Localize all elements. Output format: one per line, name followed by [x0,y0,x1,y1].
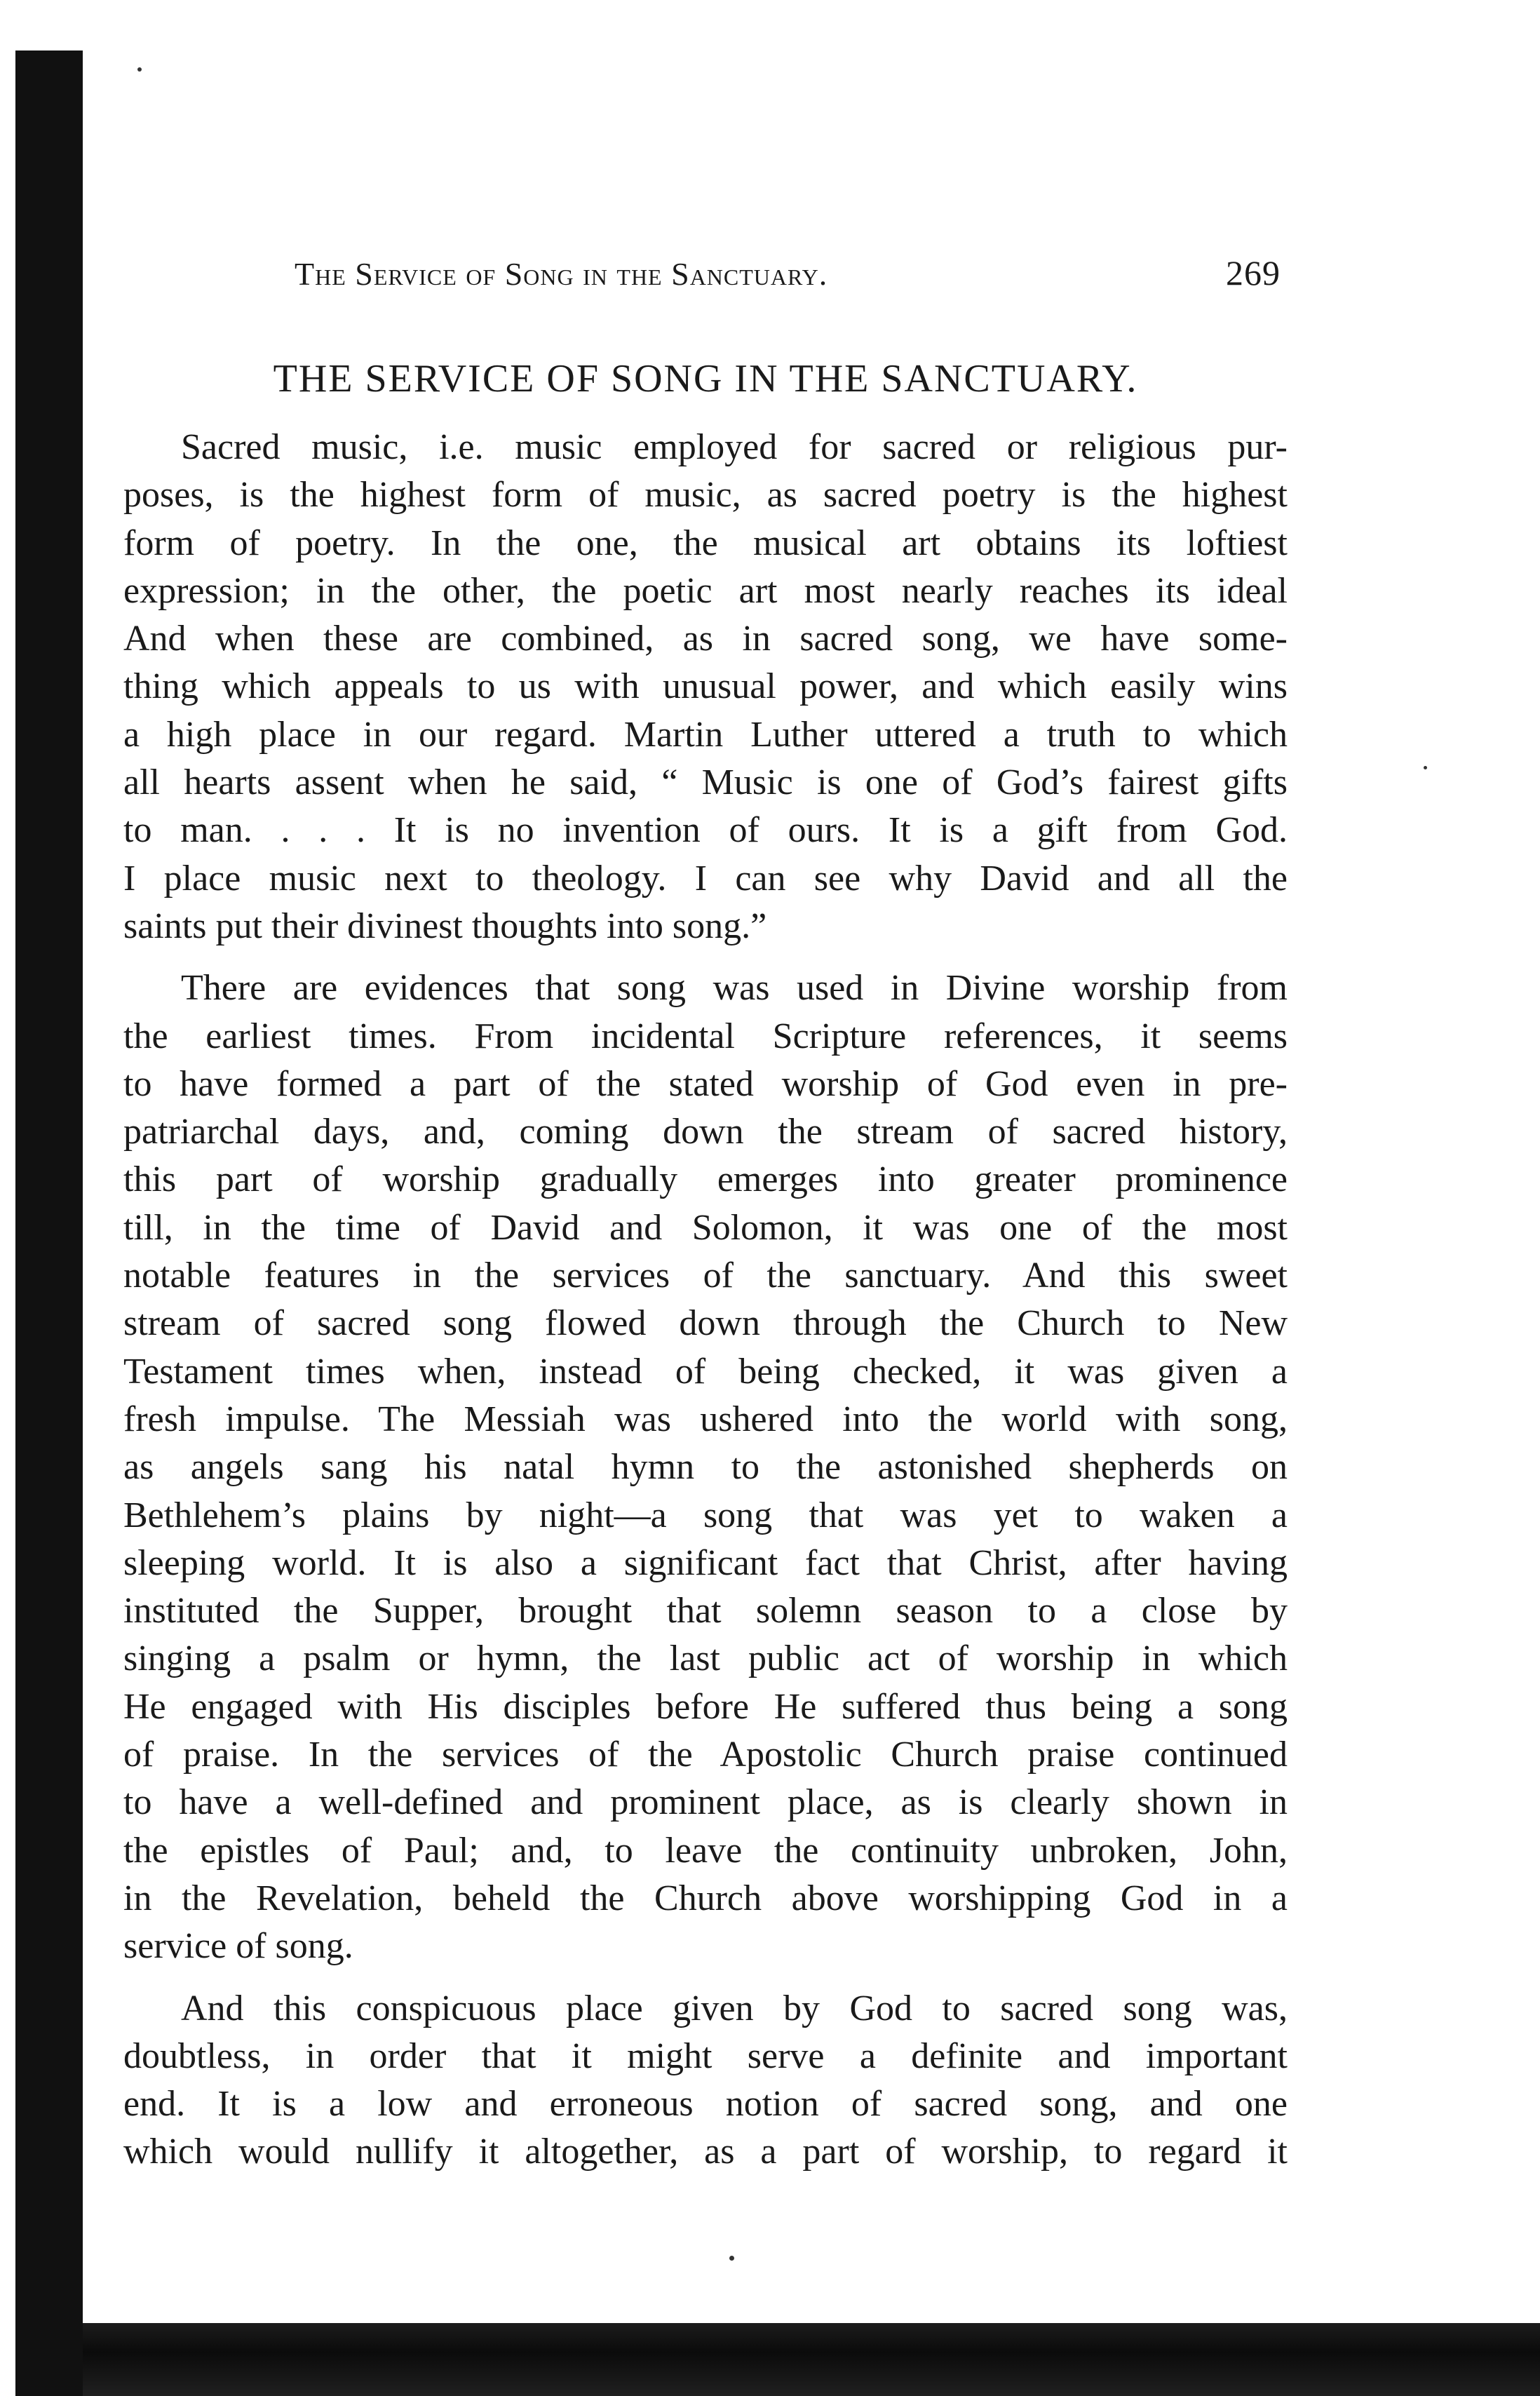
text-line: notable features in the services of the sanctuary. And this sweet [123,1256,1288,1296]
text-line: singing a psalm or hymn, the last public act of worship in which [123,1638,1288,1679]
text-line: instituted the Supper, brought that solemn season to a close by [123,1591,1288,1631]
text-line: to have formed a part of the stated worship of God even in pre- [123,1063,1288,1104]
text-line: as angels sang his natal hymn to the astonished shepherds on [123,1447,1288,1488]
scan-speck [1424,766,1427,769]
text-line: poses, is the highest form of music, as sacred poetry is the highest [123,475,1288,516]
chapter-title: THE SERVICE OF SONG IN THE SANCTUARY. [273,357,1138,401]
text-line: of praise. In the services of the Apostolic Church praise continued [123,1735,1288,1775]
text-line: the epistles of Paul; and, to leave the continuity unbroken, John, [123,1830,1288,1871]
text-line: form of poetry. In the one, the musical art obtains its loftiest [123,523,1288,563]
paragraph-1 [123,424,1288,950]
page-number: 269 [1226,253,1281,292]
text-line: I place music next to theology. I can see why David and all the [123,858,1288,898]
running-head [295,253,1281,309]
text-line: saints put their divinest thoughts into song.” [123,906,767,946]
page-text [123,253,1288,2176]
text-line: the earliest times. From incidental Scripture references, it seems [123,1016,1288,1056]
text-line: in the Revelation, beheld the Church above worshipping God in a [123,1878,1288,1918]
text-line: There are evidences that song was used in Divine worship from [181,968,1288,1009]
text-line: patriarchal days, and, coming down the stream of sacred history, [123,1112,1288,1152]
text-line: till, in the time of David and Solomon, it was one of the most [123,1207,1288,1248]
text-line: to have a well-defined and prominent place, as is clearly shown in [123,1782,1288,1823]
text-line: service of song. [123,1926,353,1967]
text-line: Sacred music, i.e. music employed for sacred or religious pur- [181,427,1288,467]
text-line: expression; in the other, the poetic art most nearly reaches its ideal [123,570,1288,611]
text-line: Testament times when, instead of being checked, it was given a [123,1351,1288,1392]
scan-speck [137,67,142,72]
text-line: sleeping world. It is also a significant fact that Christ, after having [123,1542,1288,1583]
text-line: And this conspicuous place given by God to sacred song was, [181,1988,1288,2028]
text-line: Bethlehem’s plains by night—a song that was yet to waken a [123,1495,1288,1535]
text-line: stream of sacred song flowed down through the Church to New [123,1303,1288,1344]
text-line: And when these are combined, as in sacred song, we have some- [123,619,1288,659]
paragraph-2 [123,964,1288,1970]
text-line: doubtless, in order that it might serve a definite and important [123,2035,1288,2076]
text-line: end. It is a low and erroneous notion of sacred song, and one [123,2084,1288,2125]
running-head-title: The Service of Song in the Sanctuary. [295,256,828,292]
text-line: which would nullify it altogether, as a part of worship, to regard it [123,2132,1288,2172]
text-line: a high place in our regard. Martin Luther uttered a truth to which [123,714,1288,755]
text-line: He engaged with His disciples before He suffered thus being a song [123,1686,1288,1727]
text-line: this part of worship gradually emerges into greater prominence [123,1159,1288,1200]
text-line: fresh impulse. The Messiah was ushered into the world with song, [123,1399,1288,1439]
scan-bottom-edge [83,2323,1540,2396]
text-line: thing which appeals to us with unusual power, and which easily wins [123,666,1288,707]
scan-binding-edge [15,51,83,2396]
text-line: all hearts assent when he said, “ Music is one of God’s fairest gifts [123,762,1288,803]
scan-speck [729,2256,734,2261]
text-line: to man. . . . It is no invention of ours. It is a gift from God. [123,810,1288,851]
paragraph-3 [123,1985,1288,2176]
